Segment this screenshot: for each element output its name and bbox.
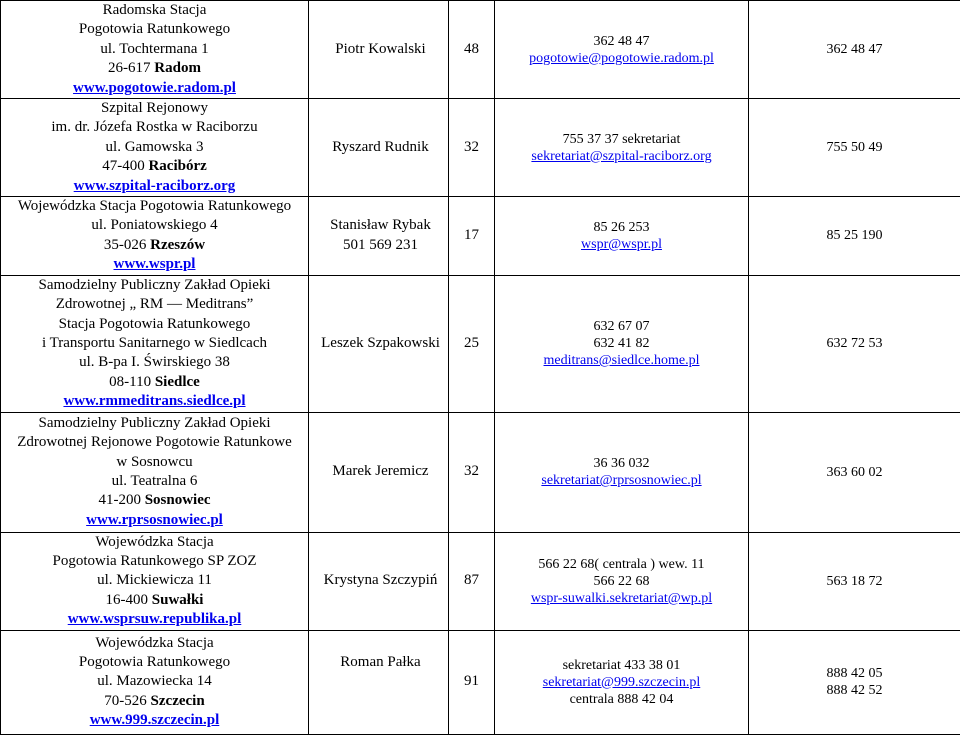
city-name: Szczecin — [151, 693, 205, 709]
city-name: Racibórz — [148, 158, 206, 174]
fax-number: 362 48 47 — [749, 41, 960, 58]
phone-line: centrala 888 42 04 — [495, 691, 748, 708]
phone-line: 632 41 82 — [495, 335, 748, 352]
institution-line: Wojewódzka Stacja — [1, 634, 308, 653]
person-cell — [309, 99, 449, 197]
table-row — [1, 275, 960, 412]
institution-cell — [1, 275, 309, 412]
postal-code: 47-400 — [102, 158, 148, 174]
table-row — [1, 630, 960, 734]
phone-line: 566 22 68 — [495, 573, 748, 590]
fax-cell — [749, 197, 960, 276]
postal-code: 16-400 — [106, 592, 152, 608]
institution-line: Samodzielny Publiczny Zakład Opieki — [1, 414, 308, 433]
institution-cell — [1, 532, 309, 630]
institution-line: ul. Tochtermana 1 — [1, 40, 308, 59]
institution-line: ul. Mickiewicza 11 — [1, 571, 308, 590]
institution-line: Pogotowia Ratunkowego — [1, 20, 308, 39]
person-cell — [309, 630, 449, 734]
institution-line: Stacja Pogotowia Ratunkowego — [1, 315, 308, 334]
person-name: Marek Jeremicz — [313, 462, 448, 481]
phone-line: 36 36 032 — [495, 455, 748, 472]
website-link[interactable]: www.szpital-raciborz.org — [1, 177, 308, 196]
table-row — [1, 532, 960, 630]
website-link[interactable]: www.999.szczecin.pl — [1, 711, 308, 730]
email-link[interactable]: sekretariat@szpital-raciborz.org — [495, 148, 748, 165]
institution-cell — [1, 412, 309, 532]
institution-line: Zdrowotnej Rejonowe Pogotowie Ratunkowe — [1, 433, 308, 452]
institution-cell — [1, 99, 309, 197]
person-name: Krystyna Szczypiń — [313, 571, 448, 590]
website-link[interactable]: www.rprsosnowiec.pl — [1, 511, 308, 530]
institution-line: Wojewódzka Stacja — [1, 533, 308, 552]
area-code-cell — [449, 197, 495, 276]
postal-address — [1, 491, 308, 510]
institution-line: i Transportu Sanitarnego w Siedlcach — [1, 334, 308, 353]
area-code-cell — [449, 99, 495, 197]
institution-line: ul. Poniatowskiego 4 — [1, 216, 308, 235]
postal-address — [1, 373, 308, 392]
person-name: Roman Pałka — [313, 653, 448, 672]
postal-address — [1, 59, 308, 78]
fax-cell — [749, 275, 960, 412]
institution-line: Pogotowia Ratunkowego — [1, 653, 308, 672]
institution-line: im. dr. Józefa Rostka w Raciborzu — [1, 118, 308, 137]
contact-cell — [495, 630, 749, 734]
person-cell — [309, 532, 449, 630]
fax-cell — [749, 1, 960, 99]
city-name: Siedlce — [155, 374, 200, 390]
postal-code: 35-026 — [104, 237, 150, 253]
institution-cell — [1, 1, 309, 99]
institution-line: Zdrowotnej „ RM — Meditrans” — [1, 295, 308, 314]
person-cell — [309, 412, 449, 532]
institution-line: Szpital Rejonowy — [1, 99, 308, 118]
fax-number: 563 18 72 — [749, 573, 960, 590]
area-code: 32 — [464, 463, 479, 479]
person-name: Piotr Kowalski — [313, 40, 448, 59]
institution-line: Radomska Stacja — [1, 1, 308, 20]
person-name: Ryszard Rudnik — [313, 138, 448, 157]
fax-cell — [749, 99, 960, 197]
fax-number: 363 60 02 — [749, 464, 960, 481]
phone-line: 362 48 47 — [495, 33, 748, 50]
institution-cell — [1, 630, 309, 734]
table-row — [1, 99, 960, 197]
fax-number: 755 50 49 — [749, 139, 960, 156]
postal-address — [1, 236, 308, 255]
area-code: 17 — [464, 227, 479, 243]
area-code: 25 — [464, 335, 479, 351]
institution-line: ul. Teatralna 6 — [1, 472, 308, 491]
website-link[interactable]: www.wspr.pl — [1, 255, 308, 274]
website-link[interactable]: www.wsprsuw.republika.pl — [1, 610, 308, 629]
phone-line: 632 67 07 — [495, 318, 748, 335]
fax-number: 632 72 53 — [749, 335, 960, 352]
postal-code: 41-200 — [98, 492, 144, 508]
postal-address — [1, 692, 308, 711]
contact-cell — [495, 1, 749, 99]
fax-cell — [749, 532, 960, 630]
city-name: Suwałki — [152, 592, 204, 608]
person-name: Stanisław Rybak — [313, 216, 448, 235]
area-code: 48 — [464, 41, 479, 57]
email-link[interactable]: wspr-suwalki.sekretariat@wp.pl — [495, 590, 748, 607]
area-code-cell — [449, 275, 495, 412]
person-cell — [309, 275, 449, 412]
area-code: 32 — [464, 139, 479, 155]
institution-line: Pogotowia Ratunkowego SP ZOZ — [1, 552, 308, 571]
phone-line: 566 22 68( centrala ) wew. 11 — [495, 556, 748, 573]
fax-number: 85 25 190 — [749, 227, 960, 244]
contact-cell — [495, 197, 749, 276]
table-row — [1, 197, 960, 276]
phone-line: 755 37 37 sekretariat — [495, 131, 748, 148]
area-code-cell — [449, 630, 495, 734]
email-link[interactable]: wspr@wspr.pl — [495, 236, 748, 253]
contact-cell — [495, 412, 749, 532]
contact-cell — [495, 99, 749, 197]
postal-address — [1, 591, 308, 610]
fax-cell — [749, 630, 960, 734]
person-phone: 501 569 231 — [313, 236, 448, 255]
area-code-cell — [449, 412, 495, 532]
person-name: Leszek Szpakowski — [313, 334, 448, 353]
website-link[interactable]: www.rmmeditrans.siedlce.pl — [1, 392, 308, 411]
contact-cell — [495, 275, 749, 412]
fax-number: 888 42 05 — [749, 665, 960, 682]
fax-cell — [749, 412, 960, 532]
city-name: Radom — [154, 60, 201, 76]
phone-line: 85 26 253 — [495, 219, 748, 236]
person-cell — [309, 197, 449, 276]
email-link[interactable]: pogotowie@pogotowie.radom.pl — [495, 50, 748, 67]
postal-address — [1, 157, 308, 176]
contacts-table-body — [1, 1, 960, 735]
area-code-cell — [449, 1, 495, 99]
postal-code: 70-526 — [104, 693, 150, 709]
fax-number: 888 42 52 — [749, 682, 960, 699]
phone-line: sekretariat 433 38 01 — [495, 657, 748, 674]
email-link[interactable]: meditrans@siedlce.home.pl — [495, 352, 748, 369]
institution-line: ul. B-pa I. Świrskiego 38 — [1, 353, 308, 372]
institution-line: ul. Mazowiecka 14 — [1, 672, 308, 691]
person-cell — [309, 1, 449, 99]
postal-code: 08-110 — [109, 374, 155, 390]
table-row — [1, 412, 960, 532]
contact-cell — [495, 532, 749, 630]
postal-code: 26-617 — [108, 60, 154, 76]
table-row — [1, 1, 960, 99]
institution-line: ul. Gamowska 3 — [1, 138, 308, 157]
institution-line: w Sosnowcu — [1, 453, 308, 472]
area-code: 91 — [464, 673, 479, 689]
area-code-cell — [449, 532, 495, 630]
institution-cell — [1, 197, 309, 276]
city-name: Sosnowiec — [145, 492, 211, 508]
email-link[interactable]: sekretariat@999.szczecin.pl — [495, 674, 748, 691]
email-link[interactable]: sekretariat@rprsosnowiec.pl — [495, 472, 748, 489]
institution-line: Samodzielny Publiczny Zakład Opieki — [1, 276, 308, 295]
city-name: Rzeszów — [150, 237, 205, 253]
institution-line: Wojewódzka Stacja Pogotowia Ratunkowego — [1, 197, 308, 216]
website-link[interactable]: www.pogotowie.radom.pl — [1, 79, 308, 98]
area-code: 87 — [464, 572, 479, 588]
